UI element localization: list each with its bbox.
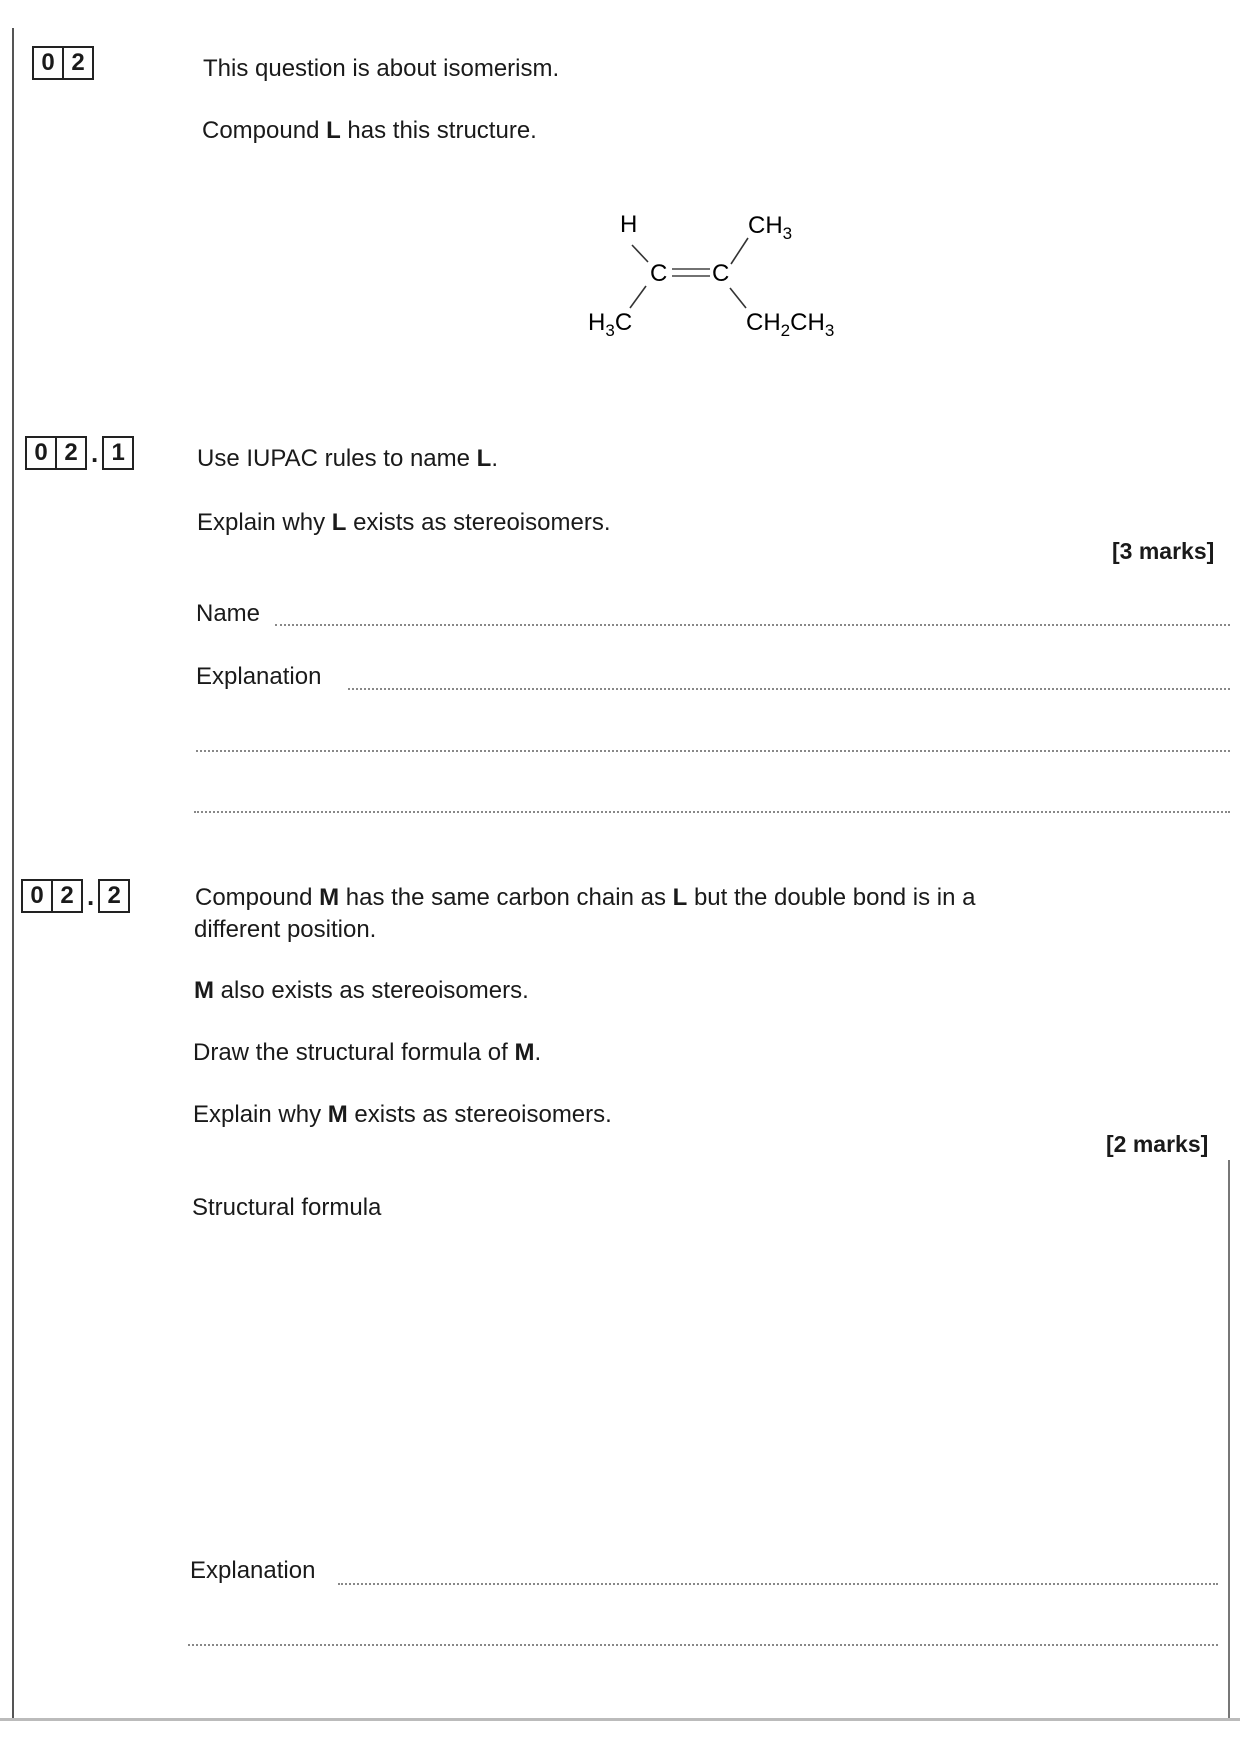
question-intro: This question is about isomerism.	[203, 55, 560, 82]
question-digit: 2	[107, 882, 121, 909]
atom-c-right: C	[712, 260, 730, 287]
q021-instruction-explain: Explain why L exists as stereoisomers.	[197, 509, 611, 536]
explanation-label: Explanation	[196, 663, 322, 690]
structure-intro: Compound L has this structure.	[202, 117, 537, 144]
question-number-02-2	[21, 879, 130, 913]
structural-formula-label: Structural formula	[192, 1194, 382, 1221]
q022-explanation-answer-line[interactable]	[338, 1583, 1218, 1585]
question-digit: 0	[41, 49, 55, 76]
bond-h-c	[632, 245, 648, 262]
q022-explanation-label: Explanation	[190, 1557, 316, 1584]
question-dot: .	[87, 880, 95, 911]
question-digit: 0	[34, 439, 48, 466]
atom-c-left: C	[650, 260, 668, 287]
question-number-02-1	[25, 436, 134, 470]
question-digit: 2	[55, 438, 85, 468]
name-label: Name	[196, 600, 261, 627]
question-digit: 0	[30, 882, 44, 909]
q022-paragraph-3: Draw the structural formula of M.	[193, 1039, 542, 1066]
structural-formula-drawing-area[interactable]	[192, 1230, 1212, 1530]
bond-c-h3c	[630, 286, 646, 308]
question-digit: 1	[111, 439, 125, 466]
question-number-02	[32, 46, 94, 80]
explanation-answer-line[interactable]	[348, 688, 1230, 690]
right-margin-rule	[1228, 1160, 1230, 1720]
q022-marks: [2 marks]	[1106, 1131, 1209, 1157]
q021-marks: [3 marks]	[1112, 538, 1215, 564]
q022-paragraph-1: Compound M has the same carbon chain as L but the double bond is in a	[195, 884, 976, 911]
explanation-answer-line[interactable]	[194, 811, 1230, 813]
atom-h-top-left: H	[620, 211, 638, 238]
group-ch3-top-right: $CH_3$	[748, 212, 793, 243]
page-bottom-rule	[0, 1718, 1240, 1721]
q022-explanation-answer-line[interactable]	[188, 1644, 1218, 1646]
q022-paragraph-2: M also exists as stereoisomers.	[194, 977, 529, 1004]
q022-paragraph-4: Explain why M exists as stereoisomers.	[193, 1101, 612, 1128]
margin-rule	[12, 28, 14, 1718]
explanation-answer-line[interactable]	[196, 750, 1230, 752]
bond-c-ch2ch3	[730, 288, 746, 308]
question-dot: .	[91, 437, 99, 468]
question-digit: 2	[62, 48, 92, 78]
name-answer-line[interactable]	[275, 624, 1230, 626]
question-digit: 2	[51, 881, 81, 911]
group-h3c-bottom-left: $H_3C$	[588, 309, 633, 340]
compound-l-structure	[560, 200, 880, 350]
bond-ch3-c	[731, 238, 748, 264]
q021-instruction-name: Use IUPAC rules to name L.	[197, 445, 498, 472]
group-ch2ch3-bottom-right: $CH_2CH_3$	[746, 309, 835, 340]
q022-paragraph-1-cont: different position.	[194, 916, 377, 943]
